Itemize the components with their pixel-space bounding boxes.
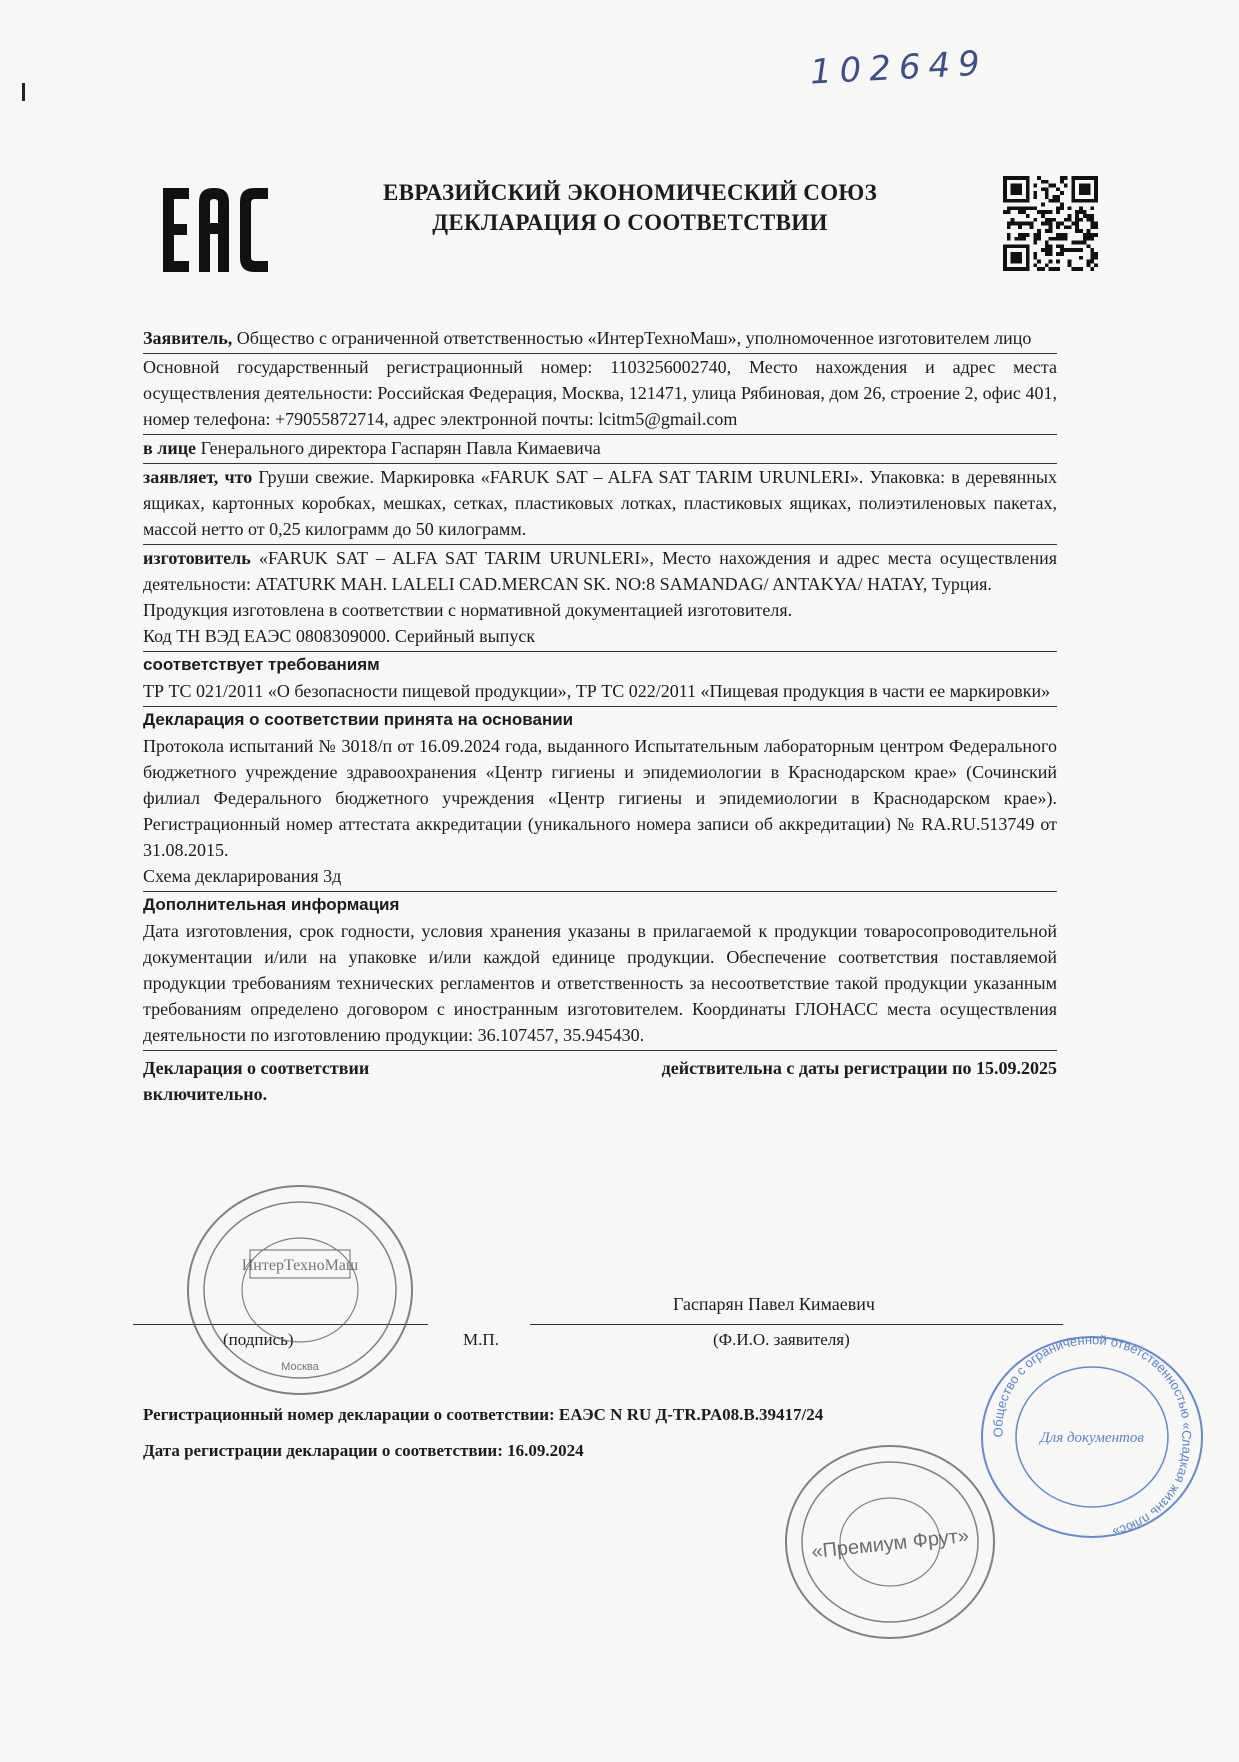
left-stamp-city: Москва: [281, 1361, 319, 1373]
representative-text: Генерального директора Гаспарян Павла Кимаевича: [200, 438, 601, 458]
title-line-2: ДЕКЛАРАЦИЯ О СООТВЕТСТВИИ: [432, 210, 828, 235]
requirements-heading: соответствует требованиям: [143, 655, 380, 674]
left-stamp-text: ИнтерТехноМаш: [241, 1257, 359, 1274]
manufacturer-code-line: Код ТН ВЭД ЕАЭС 0808309000. Серийный выпуск: [143, 626, 536, 646]
declaration-body: [143, 325, 1057, 1107]
declares-label: заявляет, что: [143, 467, 253, 487]
right-stamp-ring: Общество с ограниченной ответственностью «Сладкая жизнь плюс»: [990, 1332, 1195, 1540]
requirements-section: [143, 652, 1057, 707]
basis-section: [143, 707, 1057, 892]
manufacturer-text: «FARUK SAT – ALFA SAT TARIM URUNLERI», Место нахождения и адрес места осуществления деятельности: ATATURK MAH. LALELI CAD.MERCAN SK. NO:8 SAMANDAG/ ANTAKYA/ HATAY, Турция.: [143, 548, 1057, 594]
validity-right: действительна с даты регистрации по 15.09.2025: [661, 1058, 1057, 1078]
applicant-label: Заявитель,: [143, 328, 233, 348]
handwritten-number: 102649: [809, 43, 989, 93]
additional-heading: Дополнительная информация: [143, 895, 400, 914]
basis-heading: Декларация о соответствии принята на основании: [143, 710, 574, 729]
right-stamp-text: Для документов: [1040, 1430, 1144, 1446]
company-stamp-right: [975, 1330, 1210, 1545]
company-stamp-middle: [780, 1440, 1000, 1645]
middle-stamp-text: «Премиум Фрут»: [810, 1524, 970, 1564]
scan-mark: [22, 83, 25, 101]
representative-section: [143, 435, 1057, 464]
title-line-1: ЕВРАЗИЙСКИЙ ЭКОНОМИЧЕСКИЙ СОЮЗ: [382, 180, 878, 205]
registration-number: Регистрационный номер декларации о соответствии: ЕАЭС N RU Д-TR.PA08.B.39417/24: [143, 1405, 824, 1424]
validity-left: Декларация о соответствии: [143, 1058, 370, 1078]
applicant-name: Гаспарян Павел Кимаевич: [673, 1294, 875, 1314]
requirements-text: ТР ТС 021/2011 «О безопасности пищевой продукции», ТР ТС 022/2011 «Пищевая продукция в части ее маркировки»: [143, 681, 1051, 701]
registration-text: Основной государственный регистрационный номер: 1103256002740, Место нахождения и адрес места осуществления деятельности: Российская Федерация, Москва, 121471, улица Рябиновая, дом 26, строение 2, офис 401, номер телефона: +79055872714, адрес электронной почты: lcitm5@gmail.com: [143, 357, 1057, 429]
validity-line2: включительно.: [143, 1084, 268, 1104]
declares-text: Груши свежие. Маркировка «FARUK SAT – ALFA SAT TARIM URUNLERI». Упаковка: в деревянных ящиках, картонных коробках, мешках, сетках, пластиковых лотках, пластиковых ящиках, полиэтиленовых пакетах, массой нетто от 0,25 килограмм до 50 килограмм.: [143, 467, 1058, 539]
document-title: [340, 178, 920, 238]
validity-statement: [143, 1055, 1057, 1107]
applicant-section: [143, 325, 1057, 354]
basis-scheme: Схема декларирования 3д: [143, 866, 342, 886]
name-line: [530, 1324, 1063, 1325]
manufacturer-doc-line: Продукция изготовлена в соответствии с нормативной документацией изготовителя.: [143, 600, 793, 620]
applicant-text: Общество с ограниченной ответственностью «ИнтерТехноМаш», уполномоченное изготовителем лицо: [236, 328, 1032, 348]
additional-section: [143, 892, 1057, 1051]
mp-caption: М.П.: [463, 1330, 499, 1349]
eac-logo-icon: [163, 188, 268, 272]
manufacturer-label: изготовитель: [143, 548, 251, 568]
qr-code-icon: [1003, 176, 1098, 271]
signature-caption: (подпись): [223, 1330, 294, 1349]
declares-section: [143, 464, 1057, 545]
company-stamp-left: [180, 1180, 420, 1400]
basis-text: Протокола испытаний № 3018/п от 16.09.2024 года, выданного Испытательным лабораторным центром Федерального бюджетного учреждение здравоохранения «Центр гигиены и эпидемиологии в Краснодарском крае» (Сочинский филиал Федерального бюджетного учреждения «Центр гигиены и эпидемиологии в Краснодарском крае»). Регистрационный номер аттестата аккредитации (уникального номера записи об аккредитации) № RA.RU.513749 от 31.08.2015.: [143, 736, 1057, 860]
additional-text: Дата изготовления, срок годности, условия хранения указаны в прилагаемой к продукции товаросопроводительной документации и/или на упаковке и/или каждой единице продукции. Обеспечение соответствия поставляемой продукции требованиям технических регламентов и ответственность за несоответствие такой продукции указанным требованиям определено договором с иностранным изготовителем. Координаты ГЛОНАСС места осуществления деятельности по изготовлению продукции: 36.107457, 35.945430.: [143, 921, 1057, 1045]
fio-caption: (Ф.И.О. заявителя): [713, 1330, 850, 1349]
manufacturer-section: [143, 545, 1057, 652]
registration-section: [143, 354, 1057, 435]
representative-label: в лице: [143, 438, 197, 458]
registration-date: Дата регистрации декларации о соответствии: 16.09.2024: [143, 1441, 584, 1460]
